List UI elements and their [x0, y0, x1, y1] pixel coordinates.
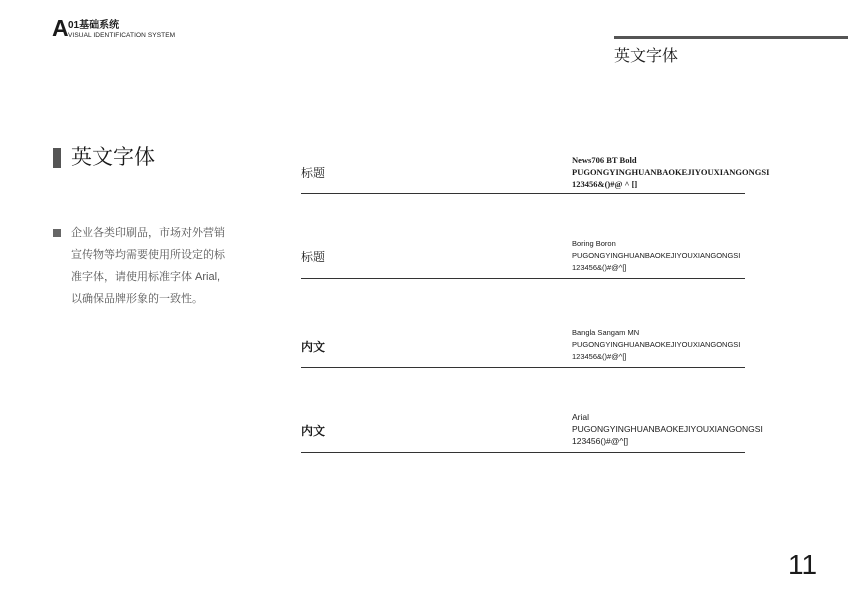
- row-label: 标题: [301, 166, 326, 180]
- font-spec: [572, 238, 740, 274]
- font-name: Boring Boron: [572, 239, 616, 248]
- font-sample-numbers: 123456&()#@^[]: [572, 352, 627, 361]
- row-label: 标题: [301, 250, 326, 264]
- section-title: 英文字体: [71, 146, 155, 169]
- font-spec: [572, 154, 769, 190]
- row-divider: [301, 193, 745, 194]
- font-sample-letters: PUGONGYINGHUANBAOKEJIYOUXIANGONGSI: [572, 340, 741, 349]
- description-line: 宣传物等均需要使用所设定的标: [71, 249, 225, 261]
- header-letter: A: [52, 15, 69, 41]
- font-name: Bangla Sangam MN: [572, 328, 640, 337]
- section-marker: [53, 148, 61, 168]
- font-name: News706 BT Bold: [572, 155, 637, 165]
- section-description: [71, 222, 251, 310]
- font-sample-numbers: 123456()#@^[]: [572, 436, 629, 446]
- row-divider: [301, 367, 745, 368]
- description-bullet: [53, 229, 61, 237]
- font-spec: [572, 411, 763, 447]
- font-spec: [572, 327, 740, 363]
- header-subtitle: VISUAL IDENTIFICATION SYSTEM: [68, 32, 176, 39]
- top-rule: [614, 36, 848, 39]
- top-title: 英文字体: [614, 48, 679, 65]
- description-line: 准字体，请使用标准字体 Arial,: [71, 271, 221, 283]
- row-divider: [301, 278, 745, 279]
- font-sample-letters: PUGONGYINGHUANBAOKEJIYOUXIANGONGSI: [572, 251, 741, 260]
- header-section-number: 01基础系统: [68, 20, 120, 31]
- font-sample-numbers: 123456&()#@^[]: [572, 263, 627, 272]
- row-label: 内文: [301, 340, 326, 354]
- font-sample-numbers: 123456&()#@ ^ []: [572, 179, 638, 189]
- description-line: 以确保品牌形象的一致性。: [71, 293, 203, 305]
- row-divider: [301, 452, 745, 453]
- row-label: 内文: [301, 424, 326, 438]
- description-line: 企业各类印刷品，市场对外营销: [71, 227, 225, 239]
- font-sample-letters: PUGONGYINGHUANBAOKEJIYOUXIANGONGSI: [572, 424, 763, 434]
- font-name: Arial: [572, 412, 590, 422]
- page-number: 11: [788, 549, 818, 580]
- font-sample-letters: PUGONGYINGHUANBAOKEJIYOUXIANGONGSI: [572, 167, 770, 177]
